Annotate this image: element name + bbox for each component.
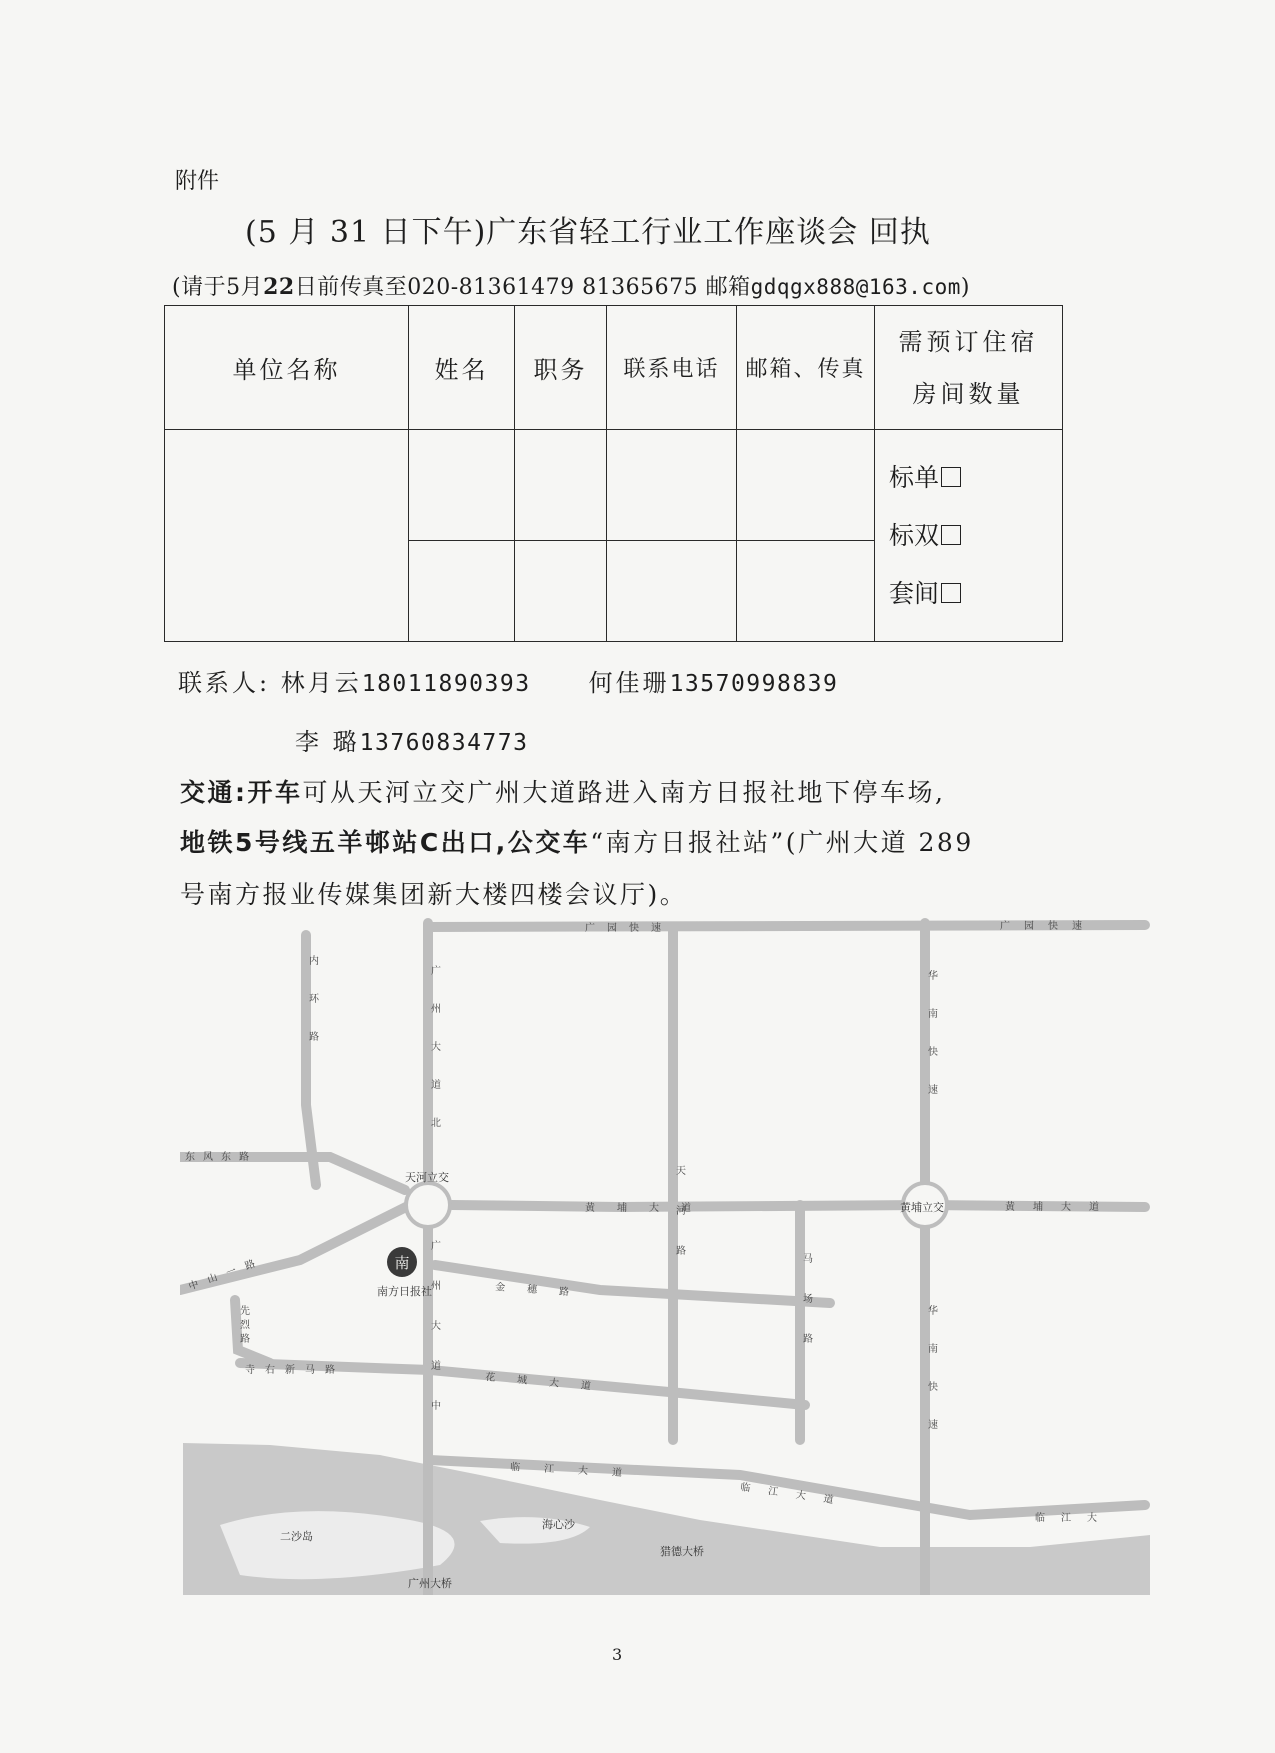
page-title: (5 月 31 日下午)广东省轻工行业工作座谈会 回执 bbox=[245, 215, 931, 250]
road-label-guangyuan-right: 广园快速 bbox=[1000, 921, 1096, 932]
traffic-line bbox=[180, 823, 974, 859]
traffic-line bbox=[180, 875, 687, 911]
room-option-single-label: 标单 bbox=[889, 462, 940, 492]
header-phone: 联系电话 bbox=[607, 306, 737, 430]
checkbox-icon[interactable] bbox=[941, 467, 961, 487]
room-option-double[interactable] bbox=[889, 507, 1062, 565]
contact-name: 林月云 bbox=[280, 669, 362, 697]
ersha-label: 二沙岛 bbox=[280, 1530, 313, 1543]
road-label-huacheng: 花城大道 bbox=[484, 1372, 614, 1395]
huangpu-interchange-label: 黄埔立交 bbox=[900, 1201, 944, 1214]
room-options bbox=[875, 430, 1063, 642]
road-label-siyou: 寺右新马路 bbox=[245, 1365, 345, 1376]
header-name: 姓名 bbox=[409, 306, 515, 430]
cell-phone-2[interactable] bbox=[607, 541, 737, 642]
room-option-suite-label: 套间 bbox=[889, 578, 940, 608]
guangzhou-bridge-label: 广州大桥 bbox=[408, 1577, 452, 1590]
road-label-machang: 马场路 bbox=[800, 1253, 812, 1373]
instruction-email: gdqgx888@163.com bbox=[750, 275, 961, 299]
road-label-guangzhou-north: 广州大道北 bbox=[428, 965, 440, 1155]
instruction-deadline-day: 22 bbox=[263, 274, 295, 300]
page-number: 3 bbox=[612, 1645, 623, 1664]
contacts-line bbox=[178, 663, 838, 698]
fax-instruction bbox=[172, 270, 970, 301]
tianhe-interchange-circle bbox=[406, 1183, 450, 1227]
road-label-guangyuan-left: 广园快速 bbox=[585, 923, 673, 934]
contact-name: 何佳珊 bbox=[588, 669, 670, 697]
cell-email-fax-1[interactable] bbox=[737, 430, 875, 541]
traffic-line bbox=[180, 773, 945, 809]
road-jinsui bbox=[435, 1265, 830, 1303]
room-option-suite[interactable] bbox=[889, 565, 1062, 623]
instruction-prefix: 请于5月 bbox=[181, 275, 264, 300]
road-label-guangzhou-mid: 广州大道中 bbox=[428, 1240, 440, 1440]
instruction-open-paren: ( bbox=[172, 275, 182, 300]
nanfang-label: 南方日报社 bbox=[377, 1285, 432, 1298]
nanfang-icon-char: 南 bbox=[394, 1254, 410, 1272]
checkbox-icon[interactable] bbox=[941, 583, 961, 603]
cell-position-2[interactable] bbox=[515, 541, 607, 642]
table-row bbox=[165, 430, 1063, 541]
attachment-label: 附件 bbox=[175, 169, 220, 194]
road-label-neihuan: 内环路 bbox=[306, 955, 318, 1069]
road-label-huangpu-left: 黄埔大道 bbox=[585, 1203, 713, 1214]
cell-phone-1[interactable] bbox=[607, 430, 737, 541]
contact-phone: 13760834773 bbox=[359, 730, 529, 756]
reply-form-table bbox=[164, 305, 1063, 642]
road-label-linjiang-left: 临江大道 bbox=[509, 1462, 647, 1481]
road-label-dongfeng: 东风东路 bbox=[185, 1152, 257, 1163]
road-label-linjiang-mid: 临江大道 bbox=[739, 1482, 853, 1509]
header-room-line1: 需预订住宿 bbox=[898, 327, 1039, 356]
contact-phone: 18011890393 bbox=[361, 671, 531, 697]
traffic-drive-label: 开车 bbox=[247, 778, 303, 807]
road-label-huanan-bottom: 华南快速 bbox=[925, 1305, 937, 1457]
room-option-double-label: 标双 bbox=[889, 520, 940, 550]
contacts-line bbox=[295, 722, 528, 757]
cell-name-2[interactable] bbox=[409, 541, 515, 642]
traffic-bus-text: “南方日报社站”(广州大道 289 bbox=[590, 828, 974, 857]
cell-name-1[interactable] bbox=[409, 430, 515, 541]
traffic-metro-text: 地铁5号线五羊邨站C出口,公交车 bbox=[180, 828, 591, 857]
contact-name: 李 璐 bbox=[295, 728, 360, 756]
traffic-address-text: 号南方报业传媒集团新大楼四楼会议厅)。 bbox=[180, 880, 688, 909]
table-header-row bbox=[165, 306, 1063, 430]
instruction-fax-text: 日前传真至020-81361479 81365675 邮箱 bbox=[294, 275, 751, 300]
header-room bbox=[875, 306, 1063, 430]
tianhe-interchange-label: 天河立交 bbox=[405, 1171, 449, 1184]
header-email-fax: 邮箱、传真 bbox=[737, 306, 875, 430]
location-map bbox=[180, 915, 1150, 1595]
instruction-close-paren: ) bbox=[960, 275, 970, 300]
contacts-label: 联系人: bbox=[178, 669, 271, 697]
header-unit: 单位名称 bbox=[165, 306, 409, 430]
road-label-huanan-top: 华南快速 bbox=[925, 970, 937, 1122]
contact-phone: 13570998839 bbox=[669, 671, 839, 697]
checkbox-icon[interactable] bbox=[941, 525, 961, 545]
room-option-single[interactable] bbox=[889, 449, 1062, 507]
road-label-linjiang-right: 临江大 bbox=[1035, 1513, 1113, 1524]
road-label-xianlie: 先烈路 bbox=[237, 1305, 249, 1347]
header-room-line2: 房间数量 bbox=[912, 379, 1025, 408]
road-label-jinsui: 金穗路 bbox=[494, 1282, 592, 1300]
liede-bridge-label: 猎德大桥 bbox=[660, 1545, 704, 1558]
traffic-label: 交通: bbox=[180, 778, 248, 807]
cell-unit[interactable] bbox=[165, 430, 409, 642]
road-label-zhongshan: 中山一路 bbox=[187, 1255, 267, 1293]
haixinsha-label: 海心沙 bbox=[542, 1518, 575, 1531]
traffic-drive-text: 可从天河立交广州大道路进入南方日报社地下停车场, bbox=[302, 778, 946, 807]
header-position: 职务 bbox=[515, 306, 607, 430]
cell-email-fax-2[interactable] bbox=[737, 541, 875, 642]
road-label-huangpu-right: 黄埔大道 bbox=[1005, 1202, 1117, 1213]
road-label-tianhe-road: 天河路 bbox=[673, 1165, 685, 1285]
cell-position-1[interactable] bbox=[515, 430, 607, 541]
